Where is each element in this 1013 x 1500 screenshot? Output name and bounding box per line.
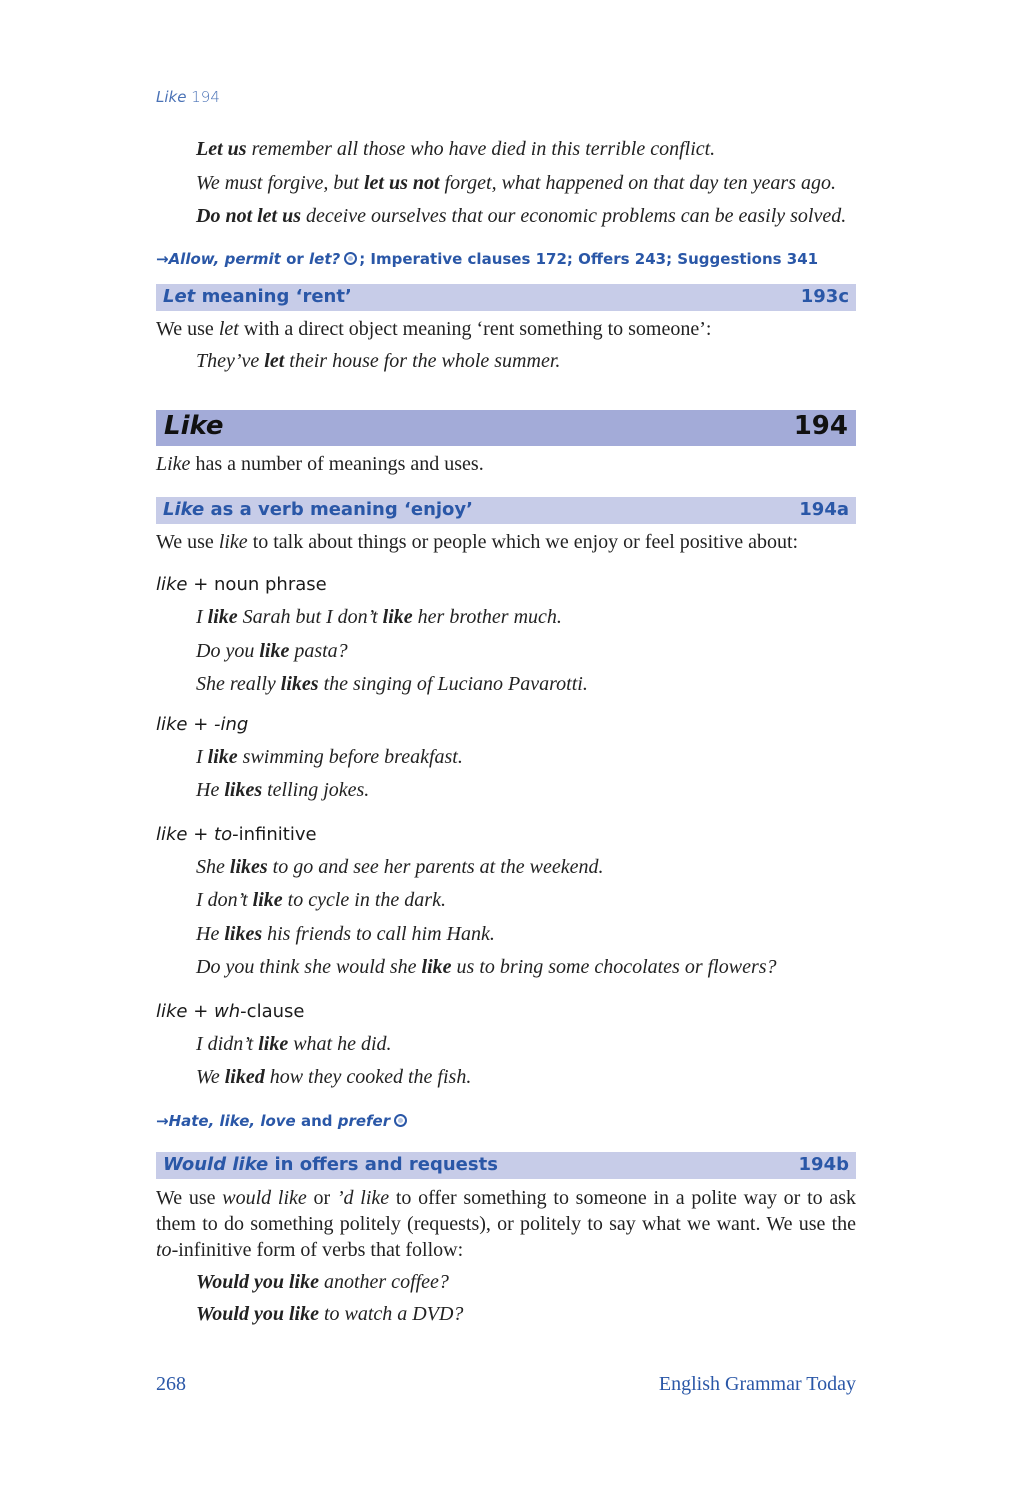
book-title: English Grammar Today xyxy=(658,1373,856,1395)
subsection-title: Like as a verb meaning ‘enjoy’ xyxy=(163,499,473,520)
pattern-heading: like + -ing xyxy=(156,714,249,735)
example-sentence: Do you like pasta? xyxy=(196,640,348,662)
page-number: 268 xyxy=(156,1373,186,1395)
example-sentence: She likes to go and see her parents at the weekend. xyxy=(196,856,604,878)
circle-bullet-icon xyxy=(394,1114,407,1127)
cross-reference-link[interactable]: →Allow, permit or let? ; Imperative clauses 172; Offers 243; Suggestions 341 xyxy=(156,250,819,268)
section-number: 194 xyxy=(793,411,848,441)
cross-reference-link[interactable]: →Hate, like, love and prefer xyxy=(156,1112,409,1130)
subsection-number: 194a xyxy=(799,499,849,520)
example-sentence: I like swimming before breakfast. xyxy=(196,746,463,768)
example-sentence: Do not let us deceive ourselves that our economic problems can be easily solved. xyxy=(196,205,847,227)
subsection-title: Let meaning ‘rent’ xyxy=(163,286,352,307)
section-title: Like xyxy=(164,411,224,441)
pattern-heading: like + wh-clause xyxy=(156,1001,305,1022)
example-sentence: Do you think she would she like us to bring some chocolates or flowers? xyxy=(196,956,777,978)
example-sentence: I like Sarah but I don’t like her brother much. xyxy=(196,606,562,628)
circle-bullet-icon xyxy=(344,252,357,265)
subsection-heading-194a xyxy=(156,497,856,524)
example-sentence: She really likes the singing of Luciano Pavarotti. xyxy=(196,673,588,695)
example-sentence: He likes telling jokes. xyxy=(196,779,370,801)
subsection-title: Would like in offers and requests xyxy=(163,1154,498,1175)
example-sentence: He likes his friends to call him Hank. xyxy=(196,923,495,945)
body-text: Like has a number of meanings and uses. xyxy=(156,453,484,475)
example-sentence: I don’t like to cycle in the dark. xyxy=(196,889,446,911)
example-sentence: Would you like to watch a DVD? xyxy=(196,1303,464,1325)
example-sentence: We liked how they cooked the fish. xyxy=(196,1066,472,1088)
example-sentence: We must forgive, but let us not forget, what happened on that day ten years ago. xyxy=(196,172,836,194)
running-head: Like 194 xyxy=(156,88,220,106)
example-sentence: Would you like another coffee? xyxy=(196,1271,449,1293)
section-heading-194 xyxy=(156,410,856,446)
example-sentence: I didn’t like what he did. xyxy=(196,1033,392,1055)
body-paragraph: We use would like or ’d like to offer something to someone in a polite way or to ask them to do something politely (requests), or politely to say what we want. We use the to-infinitive form of verbs that follow: xyxy=(156,1187,857,1261)
pattern-heading: like + noun phrase xyxy=(156,574,327,595)
subsection-heading-193c xyxy=(156,284,856,311)
body-text: We use let with a direct object meaning ‘rent something to someone’: xyxy=(156,318,712,340)
example-sentence: They’ve let their house for the whole summer. xyxy=(196,350,561,372)
subsection-number: 194b xyxy=(798,1154,849,1175)
example-sentence: Let us remember all those who have died in this terrible conflict. xyxy=(196,138,716,160)
body-text: We use like to talk about things or people which we enjoy or feel positive about: xyxy=(156,531,799,553)
subsection-number: 193c xyxy=(800,286,849,307)
pattern-heading: like + to-infinitive xyxy=(156,824,317,845)
subsection-heading-194b xyxy=(156,1152,856,1179)
